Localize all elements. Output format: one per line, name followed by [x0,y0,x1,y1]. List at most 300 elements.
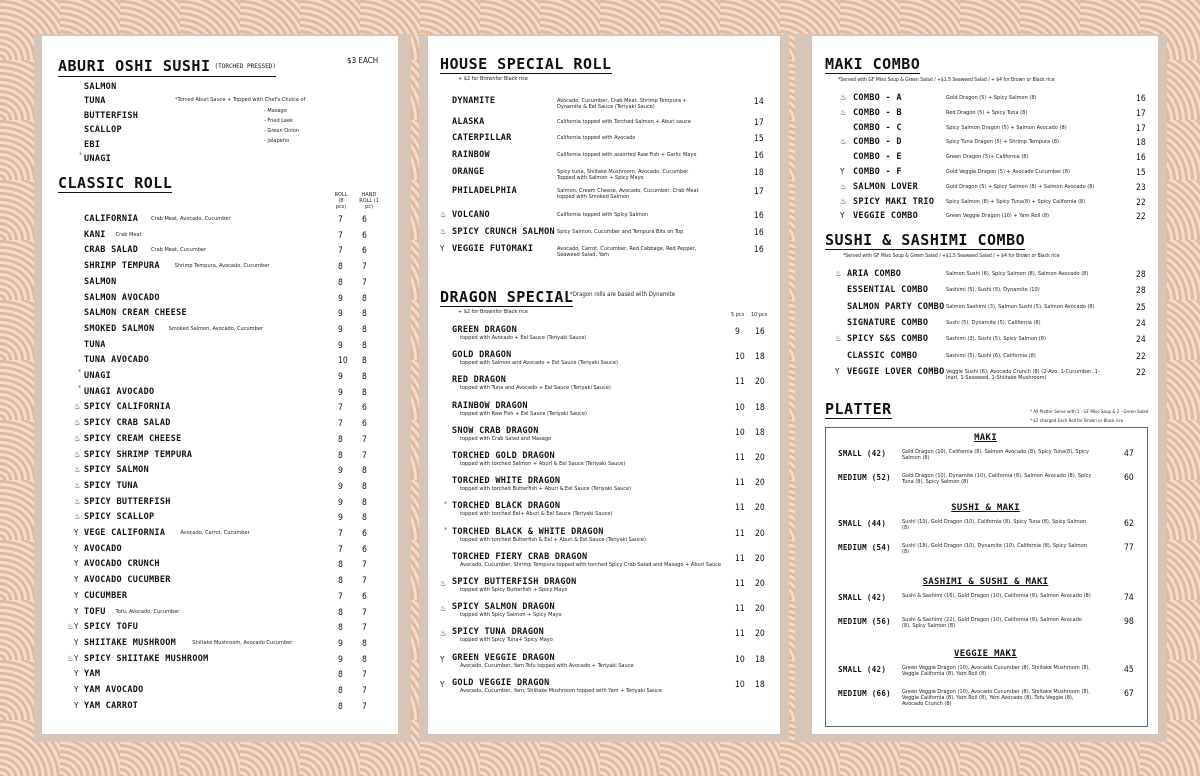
house-item-price: 16 [754,228,764,238]
classic-item-roll-price: 8 [338,450,343,461]
sushi-item-name: VEGGIE LOVER COMBO [847,366,945,377]
leaf-icon: Y [74,653,79,663]
platter-note-1: * All Platter Serve with 2 - GF Miso Soup & 2 - Green Salad [1030,410,1149,415]
aburi-topping: - Jalapeño [264,138,290,144]
dragon-item-name: TORCHED BLACK & WHITE DRAGON [452,526,604,537]
platter-price: 98 [1124,617,1134,627]
leaf-icon: Y [74,528,79,537]
dragon-item-desc: topped with Tuna and Avocado + Eel Sauce (Teriyaki Sauce) [460,385,611,392]
classic-item-roll-price: 8 [338,277,343,288]
flame-icon: ♨ [74,418,81,428]
maki-item-name: COMBO - F [853,167,902,177]
dragon-item-price-10: 18 [755,402,765,413]
classic-item-name: SPICY BUTTERFISH [84,496,171,507]
leaf-icon: Y [840,211,845,221]
flame-icon: ♨ [74,449,81,459]
classic-item-hand-price: 6 [362,230,367,241]
sushi-item-name: ESSENTIAL COMBO [847,285,929,296]
flame-icon: ♨ [840,196,847,206]
sushi-item-price: 28 [1136,270,1146,280]
dragon-item-price-5: 11 [735,503,745,514]
house-item-name: DYNAMITE [452,96,496,106]
maki-item-price: 23 [1136,182,1146,193]
classic-item-hand-price: 6 [362,419,367,430]
dragon-item-name: GREEN DRAGON [452,325,518,335]
flame-icon: ♨ [74,480,81,490]
dragon-item-price-10: 20 [755,377,765,388]
classic-item-hand-price: 7 [362,277,367,288]
classic-item-roll-price: 7 [338,419,343,430]
maki-item-desc: Green Veggie Dragon (10) + Yam Roll (8) [946,213,1049,220]
maki-item-price: 15 [1136,168,1146,178]
leaf-icon: Y [74,575,79,585]
classic-item-hand-price: 7 [362,450,367,461]
platter-desc: Green Veggie Dragon (10), Avocado Cucumber (8), Shiitake Mushroom (8), Veggie California (8), Yam Roll (8), Yam Avocado (8), Tofu Veggie (8), Avocado Crunch (8) [902,689,1091,708]
platter-desc: Green Veggie Dragon (10), Avocado Cucumber (8), Shiitake Mushroom (8), Veggie California (8), Yam Roll (8) [902,665,1091,678]
house-item-name: SPICY CRUNCH SALMON [452,227,555,237]
classic-item-roll-price: 8 [338,623,343,634]
maki-note: *Served with GF Miso Soup & Green Salad / +$1.5 Seaweed Salad / + $4 for Brown or Black rice [838,77,1055,83]
flame-icon: ♨ [440,210,447,219]
classic-item-desc: Avocado, Carrot, Cucumber [180,530,250,536]
platter-size: SMALL (42) [838,593,887,602]
dragon-item-price-5: 11 [735,553,745,564]
platter-price: 67 [1124,689,1134,699]
classic-item-desc: Shrimp Tempura, Avocado, Cucumber [174,263,270,270]
dragon-item-name: SPICY SALMON DRAGON [452,602,555,613]
classic-item-hand-price: 6 [362,529,367,539]
dragon-item-price-10: 20 [755,604,765,615]
sushi-item-price: 24 [1136,318,1146,329]
classic-item-hand-price: 8 [362,466,367,477]
classic-item-roll-price: 8 [338,262,343,273]
dragon-item-name: TORCHED GOLD DRAGON [452,451,555,461]
sushi-item-name: SIGNATURE COMBO [847,317,929,328]
flame-icon: ♨ [67,653,74,663]
dragon-item-desc: Avocado, Cucumber, Yam Tofu topped with Avocado + Teriyaki Sauce [460,662,634,669]
dragon-item-desc: topped with torched Butterfish + Aburi & Eel Sauce (Teriyaki Sauce) [460,486,632,493]
platter-desc: Sushi (18), Gold Dragon (10), Dynamite (10), California (8), Spicy Salmon (8) [902,543,1087,556]
platter-price: 45 [1124,665,1134,675]
platter-size: MEDIUM (66) [838,689,891,698]
platter-section-title: SUSHI & MAKI [951,503,1020,513]
dragon-item-name: GREEN VEGGIE DRAGON [452,652,555,663]
dragon-item-desc: topped with Crab Salad and Masago [460,435,552,442]
platter-desc: Sushi (10), Gold Dragon (10), California (8), Spicy Tuna (8), Spicy Salmon (8) [902,519,1087,532]
house-item-price: 17 [754,118,764,128]
maki-item-name: COMBO - C [853,122,902,133]
maki-item-desc: Spicy Tuna Dragon (5) + Shrimp Tempura (8) [946,139,1059,146]
dragon-item-price-10: 20 [755,478,765,489]
classic-item-hand-price: 8 [362,372,367,382]
leaf-icon: Y [74,590,79,600]
platter-size: SMALL (42) [838,449,887,458]
house-title: HOUSE SPECIAL ROLL [440,55,612,73]
aburi-price: $3 EACH [347,56,379,65]
classic-item-roll-price: 9 [338,387,343,398]
dragon-item-price-10: 20 [755,579,765,589]
classic-item-name: SALMON AVOCADO [84,292,160,303]
platter-note-2: * $2 charged Each Roll for Brown or Black rice [1030,419,1124,424]
leaf-icon: Y [440,244,445,253]
dragon-item-desc: topped with Spicy Butterfish + Spicy Mayo [460,587,568,593]
classic-item-name: SPICY TUNA [84,480,139,491]
maki-item-name: VEGGIE COMBO [853,211,919,222]
classic-item-name: AVOCADO CRUNCH [84,559,160,570]
house-item-desc: Avocado, Cucumber, Crab Meat, Shrimp Tempura + Dynamite & Eel Sauce (Teriyaki Sauce) [557,98,687,111]
flame-icon: ♨ [840,93,847,102]
platter-desc: Sushi & Sashimi (16), Gold Dragon (10), California (8), Salmon Avocado (8) [902,593,1091,599]
platter-size: SMALL (44) [838,519,887,528]
classic-item-hand-price: 8 [362,638,367,649]
classic-item-hand-price: 8 [362,654,367,665]
sushi-item-name: ARIA COMBO [847,269,902,279]
leaf-icon: Y [74,622,79,632]
dragon-note: + $2 for Brownfor Black rice [458,309,528,315]
maki-item-name: COMBO - D [853,137,902,148]
dragon-item-price-10: 18 [755,427,765,438]
platter-size: MEDIUM (56) [838,617,891,626]
sushi-item-desc: Salmon Sashimi (3), Salmon Sushi (5), Salmon Avocado (8) [946,303,1095,310]
platter-section-title: SASHIMI & SUSHI & MAKI [922,577,1049,587]
maki-item-name: SALMON LOVER [853,181,919,192]
classic-item-desc: Crab Meat, Avocado, Cucumber [151,216,231,222]
classic-item-roll-price: 8 [338,560,343,571]
classic-item-hand-price: 8 [362,324,367,335]
sushi-item-desc: Salmon Sushi (6), Spicy Salmon (8), Salmon Avocado (8) [946,271,1089,277]
classic-item-name: YAM CARROT [84,700,139,711]
classic-item-name: YAM [84,669,101,680]
dragon-item-price-5: 11 [735,604,745,615]
house-item-desc: Salmon, Cream Cheese, Avocado, Cucumber, Crab Meat topped with Smoked Salmon [557,188,699,201]
maki-item-name: SPICY MAKI TRIO [853,196,935,207]
classic-item-roll-price: 8 [338,434,343,445]
leaf-icon: Y [835,366,840,376]
dragon-item-desc: topped with Avocado + Eel Sauce (Teriyaki Sauce) [460,335,587,341]
classic-item-roll-price: 8 [338,686,343,696]
dragon-item-price-5: 11 [735,528,745,539]
classic-item-roll-price: 10 [338,356,348,367]
house-item-desc: California topped with Avocado [557,135,636,141]
classic-item-name: TOFU [84,606,106,617]
sushi-item-price: 22 [1136,351,1146,362]
house-note: + $2 for Brownfor Black rice [458,76,528,82]
leaf-icon: Y [74,669,79,679]
dragon-col-5: 5 pcs [731,312,745,318]
dragon-item-desc: topped with Spicy Tuna+ Spicy Mayo [460,637,553,644]
leaf-icon: Y [74,637,79,647]
classic-col-hand: HAND ROLL (1 pc) [359,192,379,210]
dragon-item-price-10: 16 [755,327,765,337]
house-item-price: 14 [754,97,764,107]
classic-item-hand-price: 6 [362,246,367,257]
dragon-item-desc: topped with Raw Fish + Eel Sauce (Teriyaki Sauce) [460,410,588,417]
aburi-item: EBI [84,139,101,150]
dragon-item-name: SPICY BUTTERFISH DRAGON [452,577,577,587]
house-item-desc: California topped with assorted Raw Fish + Garlic Mayo [557,152,697,158]
star-icon: * [79,151,83,159]
maki-item-name: COMBO - A [853,93,902,103]
classic-item-roll-price: 9 [338,293,343,304]
house-item-price: 15 [754,134,764,144]
dragon-item-price-10: 20 [755,453,765,463]
platter-size: SMALL (42) [838,665,887,674]
dragon-sub: *Dragon rolls are based with Dynamite [570,291,676,298]
sushi-item-name: SALMON PARTY COMBO [847,301,945,312]
classic-item-hand-price: 8 [362,356,367,367]
aburi-desc: *Torced Aburi Sauce + Topped with Chef's Choice of [175,97,306,103]
dragon-item-desc: topped with Salmon and Avocado + Eel Sauce (Teriyaki Sauce) [460,360,618,367]
classic-item-name: SHIITAKE MUSHROOM [84,637,177,648]
aburi-item: BUTTERFISH [84,110,139,121]
dragon-item-desc: Avocado, Cucumber, Yam, Shiitake Mushroom topped with Yam + Teriyaki Sauce [460,687,662,694]
classic-item-hand-price: 8 [362,387,367,398]
classic-item-name: SPICY CRAB SALAD [84,418,171,429]
classic-item-roll-price: 9 [338,372,343,382]
classic-item-name: CUCUMBER [84,590,128,601]
house-item-desc: Avocado, Carrot, Cucumber, Red Cabbage, Red Pepper, Seaweed Salad, Yam [557,246,697,259]
sushi-item-price: 28 [1136,286,1146,297]
flame-icon: ♨ [74,496,81,506]
sushi-title: SUSHI & SASHIMI COMBO [825,231,1026,249]
maki-item-name: COMBO - E [853,152,902,163]
house-item-desc: Spicy Salmon, Cucumber and Tempura Bits on Top [557,229,684,235]
classic-item-hand-price: 6 [362,591,367,602]
sushi-item-desc: Sashimi (3), Sushi (5), Spicy Salmon (8) [946,336,1046,343]
maki-item-price: 18 [1136,138,1146,149]
house-item-price: 18 [754,168,764,178]
maki-item-price: 16 [1136,153,1146,164]
house-item-desc: California topped with Spicy Salmon [557,212,649,218]
leaf-icon: Y [74,606,79,616]
classic-item-name: AVOCADO CUCUMBER [84,575,171,586]
platter-price: 62 [1124,519,1134,529]
classic-item-name: CRAB SALAD [84,245,139,256]
classic-item-roll-price: 8 [338,607,343,618]
house-item-price: 16 [754,245,764,255]
sushi-item-price: 25 [1136,302,1146,313]
sushi-item-desc: Sashimi (5), Sushi (6), California (8) [946,352,1036,359]
dragon-item-price-5: 10 [735,427,745,438]
star-icon: * [444,500,448,509]
classic-item-roll-price: 9 [338,513,343,524]
house-item-name: CATERPILLAR [452,133,512,143]
classic-item-roll-price: 7 [338,230,343,241]
maki-item-price: 17 [1136,123,1146,134]
dragon-item-price-5: 10 [735,352,745,363]
dragon-item-desc: topped with torched Eel+ Aburi & Eel Sauce (Teriyaki Sauce) [460,511,613,518]
maki-title: MAKI COMBO [825,55,921,73]
flame-icon: ♨ [440,629,447,639]
dragon-item-price-5: 11 [735,579,745,589]
maki-item-desc: Gold Dragon (5) + Spicy Salmon (8) [946,95,1037,101]
classic-item-roll-price: 9 [338,309,343,320]
classic-item-hand-price: 8 [362,293,367,304]
aburi-item: UNAGI [84,154,112,164]
dragon-item-name: TORCHED FIERY CRAB DRAGON [452,551,588,562]
flame-icon: ♨ [74,465,81,475]
aburi-topping: - Green Onion [264,128,300,134]
classic-item-hand-price: 6 [362,403,367,414]
leaf-icon: Y [440,654,445,664]
classic-item-hand-price: 8 [362,513,367,524]
dragon-item-name: GOLD DRAGON [452,350,512,361]
flame-icon: ♨ [840,137,847,147]
dragon-item-price-5: 11 [735,478,745,489]
platter-desc: Sushi & Sashimi (22), Gold Dragon (10), California (8), Salmon Avocado (8), Spicy Salmon (8) [902,617,1082,630]
classic-item-name: VEGE CALIFORNIA [84,528,166,538]
dragon-item-name: SPICY TUNA DRAGON [452,627,545,638]
sushi-item-desc: Sushi (5), Dynamite (5), California (8) [946,319,1041,326]
maki-item-price: 22 [1136,212,1146,223]
aburi-item: SALMON [84,82,117,92]
flame-icon: ♨ [835,334,842,344]
classic-item-name: AVOCADO [84,543,122,554]
dragon-item-price-10: 20 [755,503,765,514]
classic-title: CLASSIC ROLL [58,174,173,192]
classic-item-hand-price: 7 [362,701,367,712]
house-item-name: VOLCANO [452,210,490,220]
classic-item-name: KANI [84,229,106,240]
classic-item-desc: Smoked Salmon, Avocado, Cucumber [168,325,263,332]
dragon-item-price-10: 18 [755,679,765,690]
flame-icon: ♨ [74,512,81,522]
classic-item-name: YAM AVOCADO [84,685,144,695]
classic-item-roll-price: 9 [338,654,343,665]
maki-item-desc: Gold Dragon (5) + Spicy Salmon (8) + Salmon Avocado (8) [946,183,1095,190]
platter-price: 74 [1124,593,1134,603]
dragon-item-price-5: 11 [735,629,745,640]
classic-item-roll-price: 7 [338,529,343,539]
classic-item-roll-price: 7 [338,544,343,555]
sushi-item-desc: Veggie Sushi (6), Avocado Crunch (8) (2-Avo, 1-Cucumber, 1-Inari, 1-Seaweed, 1-Shiitake Mushroom) [946,368,1100,381]
dragon-title: DRAGON SPECIAL [440,288,574,306]
platter-section-title: MAKI [974,433,997,443]
dragon-item-desc: topped with torched Butterfish & Eel + Aburi & Eel Sauce (Teriyaki Sauce) [460,536,646,543]
platter-section-title: VEGGIE MAKI [954,649,1017,659]
classic-item-roll-price: 8 [338,670,343,681]
dragon-item-price-5: 10 [735,654,745,665]
classic-item-desc: Crab Meat [115,231,142,238]
classic-col-roll: ROLL (8 pcs) [334,192,348,210]
house-item-name: RAINBOW [452,150,490,160]
dragon-item-name: TORCHED BLACK DRAGON [452,501,561,512]
dragon-item-price-5: 10 [735,402,745,413]
maki-item-desc: Green Dragon (5)+ California (8) [946,154,1029,161]
classic-item-hand-price: 7 [362,560,367,571]
dragon-item-price-10: 18 [755,352,765,363]
flame-icon: ♨ [440,579,447,588]
dragon-item-desc: topped with torched Salmon + Aburi & Eel Sauce (Teriyaki Sauce) [460,461,626,467]
leaf-icon: Y [74,700,79,710]
classic-item-name: SHRIMP TEMPURA [84,261,160,272]
classic-item-hand-price: 7 [362,607,367,618]
house-item-price: 17 [754,187,764,197]
maki-item-desc: Gold Veggie Dragon (5) + Avocado Cucumber (8) [946,169,1070,175]
maki-item-price: 17 [1136,108,1146,119]
classic-item-name: CALIFORNIA [84,214,139,224]
house-item-name: ORANGE [452,167,485,177]
dragon-item-price-10: 20 [755,629,765,640]
dragon-item-name: GOLD VEGGIE DRAGON [452,677,550,688]
aburi-item: TUNA [84,96,106,107]
classic-item-name: SPICY CALIFORNIA [84,402,171,413]
classic-item-hand-price: 7 [362,686,367,696]
dragon-item-name: TORCHED WHITE DRAGON [452,476,561,487]
classic-item-desc: Shiitake Mushroom, Avocado Cucumber [192,639,293,646]
classic-item-name: SPICY CREAM CHEESE [84,433,182,444]
leaf-icon: Y [74,685,79,694]
classic-item-roll-price: 8 [338,576,343,587]
star-icon: * [78,368,82,376]
classic-item-roll-price: 7 [338,591,343,602]
platter-title: PLATTER [825,400,892,418]
house-item-name: VEGGIE FUTOMAKI [452,244,534,254]
dragon-item-name: SNOW CRAB DRAGON [452,425,539,436]
dragon-item-name: RED DRAGON [452,375,507,386]
classic-item-name: SPICY SALMON [84,465,150,476]
classic-item-hand-price: 7 [362,434,367,445]
house-item-price: 16 [754,211,764,221]
house-item-price: 16 [754,151,764,161]
classic-item-name: SMOKED SALMON [84,323,155,334]
house-item-desc: California topped with Torched Salmon + Aburi sauce [557,119,691,125]
dragon-col-10: 10 pcs [751,312,768,318]
classic-item-name: SPICY SHIITAKE MUSHROOM [84,653,209,664]
star-icon: * [78,383,82,392]
house-item-name: PHILADELPHIA [452,186,518,196]
flame-icon: ♨ [840,107,847,117]
classic-item-roll-price: 9 [338,340,343,351]
classic-item-name: SALMON CREAM CHEESE [84,308,187,319]
classic-item-desc: Crab Meat, Cucumber [151,247,207,254]
aburi-item: SCALLOP [84,125,122,136]
classic-item-roll-price: 7 [338,215,343,225]
leaf-icon: Y [840,167,845,176]
classic-item-roll-price: 9 [338,497,343,508]
dragon-item-name: RAINBOW DRAGON [452,400,528,411]
classic-item-name: SPICY TOFU [84,622,139,633]
maki-item-desc: Spicy Salmon (8) + Spicy Tuna(8) + Spicy California (8) [946,198,1086,205]
aburi-title: ABURI OSHI SUSHI (TORCHED PRESSED) [58,57,276,75]
classic-item-roll-price: 8 [338,701,343,712]
sushi-item-price: 22 [1136,367,1146,378]
flame-icon: ♨ [74,433,81,443]
aburi-topping: - Masago [264,108,287,114]
sushi-item-name: CLASSIC COMBO [847,350,918,361]
platter-price: 47 [1124,449,1134,459]
classic-item-roll-price: 9 [338,466,343,477]
classic-item-name: UNAGI [84,371,112,381]
platter-size: MEDIUM (54) [838,543,891,552]
sushi-item-name: SPICY S&S COMBO [847,334,929,345]
classic-item-roll-price: 9 [338,638,343,649]
classic-item-hand-price: 7 [362,262,367,273]
classic-item-name: TUNA AVOCADO [84,355,150,366]
classic-item-hand-price: 6 [362,215,367,225]
classic-item-roll-price: 7 [338,246,343,257]
flame-icon: ♨ [67,622,74,632]
maki-item-name: COMBO - B [853,107,902,118]
dragon-item-price-10: 18 [755,654,765,665]
classic-item-hand-price: 7 [362,576,367,587]
dragon-item-price-10: 20 [755,553,765,564]
flame-icon: ♨ [440,604,447,614]
classic-item-hand-price: 8 [362,497,367,508]
leaf-icon: Y [440,679,445,689]
classic-item-name: SPICY SCALLOP [84,512,155,523]
classic-item-name: SPICY SHRIMP TEMPURA [84,449,193,460]
